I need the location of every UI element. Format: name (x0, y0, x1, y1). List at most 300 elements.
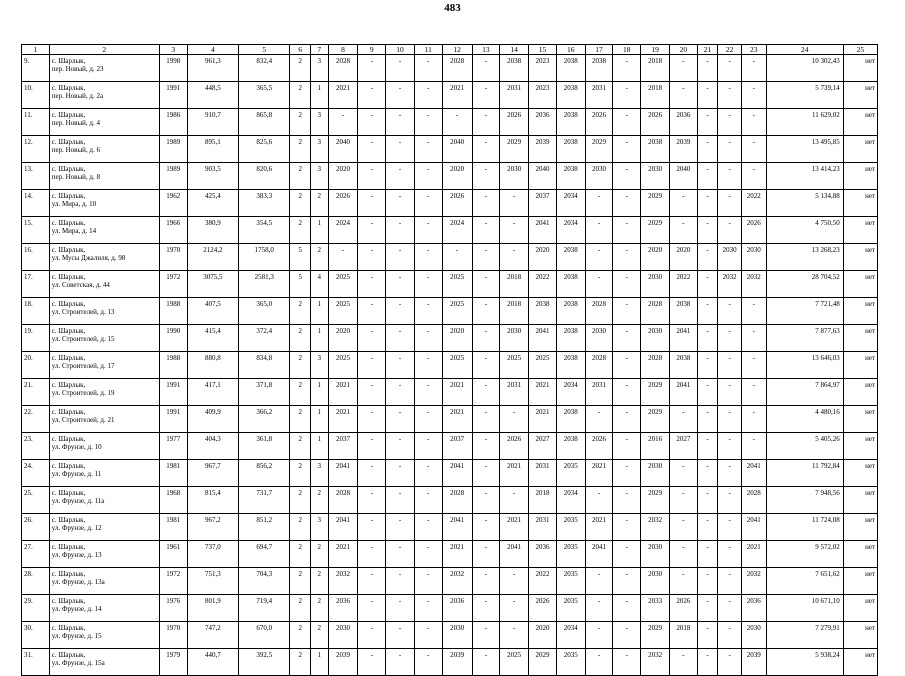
data-cell: - (414, 136, 442, 163)
row-number-cell: 18. (22, 298, 50, 325)
address-street: ул. Фрунзе, д. 11а (51, 497, 105, 505)
data-cell: 2029 (641, 487, 670, 514)
data-cell: - (697, 379, 718, 406)
address-settlement: с. Шарлык, (51, 300, 86, 308)
data-cell: 1991 (159, 406, 187, 433)
data-cell: - (613, 163, 641, 190)
flag-cell: нет (843, 55, 877, 82)
data-cell: 1 (311, 649, 328, 676)
data-cell: 2030 (641, 541, 670, 568)
address-cell (49, 352, 159, 379)
data-cell: 834,8 (239, 352, 290, 379)
data-cell: - (414, 379, 442, 406)
data-cell: - (386, 541, 415, 568)
data-cell: - (358, 379, 386, 406)
column-number-cell: 4 (187, 45, 238, 55)
data-cell: - (472, 325, 500, 352)
data-cell: 1989 (159, 163, 187, 190)
data-cell: - (718, 136, 742, 163)
data-cell: - (585, 622, 613, 649)
table-row (22, 244, 878, 271)
data-cell: - (718, 82, 742, 109)
column-number-cell: 23 (741, 45, 766, 55)
data-cell: 2028 (442, 55, 472, 82)
data-cell: 2026 (741, 217, 766, 244)
data-cell: - (414, 82, 442, 109)
address-street: ул. Фрунзе, д. 15 (51, 632, 102, 640)
data-cell: 2016 (641, 433, 670, 460)
data-cell: - (358, 325, 386, 352)
data-cell: 2021 (585, 460, 613, 487)
data-cell: 2026 (585, 109, 613, 136)
data-cell: - (613, 622, 641, 649)
flag-cell: нет (843, 244, 877, 271)
data-cell: 832,4 (239, 55, 290, 82)
data-cell: 2028 (585, 298, 613, 325)
data-cell: 865,8 (239, 109, 290, 136)
data-cell: 2036 (529, 109, 557, 136)
data-cell: - (500, 190, 529, 217)
address-street: ул. Фрунзе, д. 11 (51, 470, 102, 478)
data-cell: - (358, 595, 386, 622)
data-cell: 365,0 (239, 298, 290, 325)
data-cell: - (386, 622, 415, 649)
data-cell: 2021 (328, 406, 358, 433)
data-cell: 2020 (529, 244, 557, 271)
data-cell: - (613, 190, 641, 217)
data-cell: - (718, 190, 742, 217)
address-settlement: с. Шарлык, (51, 408, 86, 416)
data-cell: 737,0 (187, 541, 238, 568)
address-settlement: с. Шарлык, (51, 138, 86, 146)
data-cell: - (386, 298, 415, 325)
data-cell: 2021 (442, 406, 472, 433)
data-cell: 2036 (328, 595, 358, 622)
data-cell: - (472, 298, 500, 325)
data-cell: 2038 (556, 163, 585, 190)
data-cell: 2 (290, 433, 311, 460)
data-cell: 1977 (159, 433, 187, 460)
address-cell (49, 595, 159, 622)
data-cell: 2020 (529, 622, 557, 649)
row-number-cell: 27. (22, 541, 50, 568)
row-number-cell: 15. (22, 217, 50, 244)
data-cell: - (741, 433, 766, 460)
data-cell: - (718, 595, 742, 622)
data-cell: 2037 (529, 190, 557, 217)
data-cell: - (386, 217, 415, 244)
data-cell: - (613, 541, 641, 568)
data-cell: 2025 (442, 298, 472, 325)
flag-cell: нет (843, 595, 877, 622)
data-cell: - (414, 595, 442, 622)
data-cell: 2038 (556, 55, 585, 82)
data-cell: - (718, 217, 742, 244)
data-cell: 2 (290, 325, 311, 352)
data-cell: 2021 (500, 514, 529, 541)
data-cell: 2 (311, 568, 328, 595)
flag-cell: нет (843, 541, 877, 568)
data-cell: 2021 (529, 406, 557, 433)
data-cell: 1 (311, 433, 328, 460)
table-row (22, 649, 878, 676)
table-row (22, 568, 878, 595)
amount-cell: 7 651,62 (766, 568, 843, 595)
data-cell: 2023 (529, 55, 557, 82)
column-number-cell: 15 (529, 45, 557, 55)
data-cell: 2026 (585, 433, 613, 460)
table-row (22, 541, 878, 568)
flag-cell: нет (843, 649, 877, 676)
data-cell: 2 (290, 541, 311, 568)
address-street: ул. Строителей, д. 13 (51, 308, 115, 316)
data-cell: 2 (290, 622, 311, 649)
data-cell: - (741, 163, 766, 190)
address-settlement: с. Шарлык, (51, 597, 86, 605)
address-settlement: с. Шарлык, (51, 570, 86, 578)
data-cell: - (386, 136, 415, 163)
table-row (22, 136, 878, 163)
data-cell: 2038 (585, 55, 613, 82)
data-cell: 2 (290, 55, 311, 82)
data-cell: 670,0 (239, 622, 290, 649)
data-cell: - (697, 190, 718, 217)
data-cell: 365,5 (239, 82, 290, 109)
data-cell: - (472, 217, 500, 244)
data-cell: 2 (290, 217, 311, 244)
column-number-cell: 19 (641, 45, 670, 55)
data-cell: - (585, 595, 613, 622)
data-cell: - (358, 244, 386, 271)
data-cell: 2038 (556, 406, 585, 433)
data-cell: - (386, 514, 415, 541)
data-cell: - (613, 244, 641, 271)
data-cell: 2024 (442, 217, 472, 244)
row-number-cell: 13. (22, 163, 50, 190)
data-cell: 2038 (556, 325, 585, 352)
address-settlement: с. Шарлык, (51, 381, 86, 389)
data-cell: 2022 (529, 271, 557, 298)
data-cell: 1 (311, 379, 328, 406)
data-cell: 1989 (159, 136, 187, 163)
data-cell: 2026 (328, 190, 358, 217)
data-cell: - (718, 460, 742, 487)
data-cell: - (613, 406, 641, 433)
data-cell: 2 (311, 190, 328, 217)
data-cell: 2028 (641, 298, 670, 325)
data-cell: 2124,2 (187, 244, 238, 271)
data-cell: 2030 (500, 325, 529, 352)
address-cell (49, 568, 159, 595)
data-cell: 2035 (556, 514, 585, 541)
address-cell (49, 109, 159, 136)
data-cell: 2041 (585, 541, 613, 568)
data-cell: 2032 (741, 271, 766, 298)
flag-cell: нет (843, 136, 877, 163)
data-cell: 448,5 (187, 82, 238, 109)
data-cell: 2 (290, 379, 311, 406)
address-street: ул. Строителей, д. 17 (51, 362, 115, 370)
data-cell: - (697, 136, 718, 163)
data-cell: 2031 (585, 379, 613, 406)
amount-cell: 9 572,02 (766, 541, 843, 568)
data-cell: - (669, 190, 697, 217)
data-cell: 2031 (585, 82, 613, 109)
data-cell: 2029 (529, 649, 557, 676)
data-cell: - (741, 352, 766, 379)
data-cell: - (358, 622, 386, 649)
column-number-cell: 12 (442, 45, 472, 55)
address-settlement: с. Шарлык, (51, 327, 86, 335)
data-cell: - (414, 460, 442, 487)
data-cell: 1966 (159, 217, 187, 244)
data-cell: - (585, 406, 613, 433)
data-cell: - (718, 352, 742, 379)
data-cell: 2030 (500, 163, 529, 190)
data-cell: 1976 (159, 595, 187, 622)
data-cell: - (414, 433, 442, 460)
data-cell: - (741, 325, 766, 352)
table-row (22, 406, 878, 433)
address-street: ул. Строителей, д. 15 (51, 335, 115, 343)
address-settlement: с. Шарлык, (51, 462, 86, 470)
data-cell: - (718, 487, 742, 514)
data-cell: - (386, 271, 415, 298)
data-cell: - (386, 487, 415, 514)
data-cell: 415,4 (187, 325, 238, 352)
data-cell: 1758,0 (239, 244, 290, 271)
data-cell: 2030 (585, 163, 613, 190)
data-cell: - (442, 109, 472, 136)
data-cell: - (585, 487, 613, 514)
amount-cell: 5 134,88 (766, 190, 843, 217)
address-settlement: с. Шарлык, (51, 624, 86, 632)
header-row (22, 45, 878, 55)
data-cell: - (697, 82, 718, 109)
data-cell: - (414, 649, 442, 676)
data-cell: 366,2 (239, 406, 290, 433)
data-cell: 3075,5 (187, 271, 238, 298)
data-cell: 2020 (328, 325, 358, 352)
flag-cell: нет (843, 271, 877, 298)
data-cell: - (328, 244, 358, 271)
data-cell: - (613, 109, 641, 136)
data-cell: 1988 (159, 298, 187, 325)
data-cell: 2 (290, 406, 311, 433)
row-number-cell: 16. (22, 244, 50, 271)
data-cell: 2026 (641, 109, 670, 136)
data-cell: 2041 (328, 460, 358, 487)
column-number-cell: 10 (386, 45, 415, 55)
data-cell: 2026 (669, 595, 697, 622)
data-cell: - (697, 433, 718, 460)
data-cell: - (500, 595, 529, 622)
data-cell: 1972 (159, 271, 187, 298)
table-row (22, 271, 878, 298)
data-cell: 751,3 (187, 568, 238, 595)
data-cell: - (414, 244, 442, 271)
data-cell: - (585, 271, 613, 298)
data-cell: 2026 (529, 595, 557, 622)
data-cell: - (472, 622, 500, 649)
flag-cell: нет (843, 568, 877, 595)
data-cell: - (472, 406, 500, 433)
data-cell: - (741, 82, 766, 109)
data-cell: - (697, 271, 718, 298)
data-cell: 2 (290, 460, 311, 487)
data-cell: - (718, 514, 742, 541)
data-cell: 2031 (529, 460, 557, 487)
table-row (22, 190, 878, 217)
data-cell: - (613, 460, 641, 487)
address-street: пер. Новый, д. 23 (51, 65, 104, 73)
address-street: ул. Мусы Джалиля, д. 98 (51, 254, 126, 262)
data-cell: 2038 (556, 298, 585, 325)
data-cell: 2 (290, 136, 311, 163)
data-cell: 967,7 (187, 460, 238, 487)
flag-cell: нет (843, 190, 877, 217)
data-cell: 1961 (159, 541, 187, 568)
data-cell: - (386, 433, 415, 460)
data-cell: 2 (290, 487, 311, 514)
data-cell: 2025 (328, 298, 358, 325)
data-cell: - (718, 298, 742, 325)
data-cell: 2038 (556, 136, 585, 163)
table-row (22, 55, 878, 82)
address-street: ул. Мира, д. 14 (51, 227, 97, 235)
data-cell: - (697, 460, 718, 487)
table-row (22, 217, 878, 244)
data-cell: 2041 (500, 541, 529, 568)
data-cell: 1968 (159, 487, 187, 514)
data-cell: 1962 (159, 190, 187, 217)
data-cell: 2038 (669, 352, 697, 379)
data-cell: 2021 (442, 541, 472, 568)
data-cell: - (358, 433, 386, 460)
row-number-cell: 10. (22, 82, 50, 109)
data-cell: - (741, 136, 766, 163)
table-row (22, 622, 878, 649)
table-row (22, 460, 878, 487)
data-cell: - (718, 568, 742, 595)
address-settlement: с. Шарлык, (51, 219, 86, 227)
data-cell: - (472, 460, 500, 487)
data-cell: 2036 (741, 595, 766, 622)
data-cell: - (386, 109, 415, 136)
data-cell: 2029 (641, 406, 670, 433)
table-row (22, 433, 878, 460)
data-cell: - (718, 649, 742, 676)
data-cell: 2021 (442, 82, 472, 109)
data-cell: 1981 (159, 460, 187, 487)
amount-cell: 11 792,84 (766, 460, 843, 487)
address-cell (49, 379, 159, 406)
flag-cell: нет (843, 163, 877, 190)
address-cell (49, 325, 159, 352)
data-cell: - (741, 298, 766, 325)
data-cell: 1972 (159, 568, 187, 595)
row-number-cell: 19. (22, 325, 50, 352)
data-cell: 2 (290, 595, 311, 622)
data-cell: 747,2 (187, 622, 238, 649)
amount-cell: 11 629,02 (766, 109, 843, 136)
data-cell: 2021 (442, 379, 472, 406)
data-cell: - (472, 109, 500, 136)
data-cell: - (613, 325, 641, 352)
data-cell: - (414, 514, 442, 541)
data-cell: 2018 (500, 271, 529, 298)
data-cell: 1 (311, 325, 328, 352)
data-cell: - (718, 622, 742, 649)
data-cell: 2041 (328, 514, 358, 541)
data-cell: - (613, 595, 641, 622)
data-cell: - (669, 55, 697, 82)
data-cell: - (414, 217, 442, 244)
data-cell: 2 (290, 568, 311, 595)
amount-cell: 7 948,56 (766, 487, 843, 514)
amount-cell: 13 414,23 (766, 163, 843, 190)
address-cell (49, 622, 159, 649)
amount-cell: 4 750,50 (766, 217, 843, 244)
address-cell (49, 217, 159, 244)
data-cell: 2021 (328, 541, 358, 568)
row-number-cell: 24. (22, 460, 50, 487)
data-cell: 3 (311, 136, 328, 163)
address-cell (49, 136, 159, 163)
data-cell: 2030 (641, 568, 670, 595)
data-cell: 2022 (669, 271, 697, 298)
data-cell: 2028 (585, 352, 613, 379)
data-cell: 2018 (500, 298, 529, 325)
address-settlement: с. Шарлык, (51, 246, 86, 254)
data-cell: 2035 (556, 649, 585, 676)
data-cell: - (386, 568, 415, 595)
data-cell: 2 (290, 352, 311, 379)
data-cell: 2018 (529, 487, 557, 514)
data-cell: 2026 (500, 109, 529, 136)
data-cell: - (358, 109, 386, 136)
data-cell: 2020 (442, 325, 472, 352)
data-cell: 895,1 (187, 136, 238, 163)
data-cell: - (358, 136, 386, 163)
data-cell: - (358, 82, 386, 109)
data-cell: 2040 (669, 163, 697, 190)
amount-cell: 5 938,24 (766, 649, 843, 676)
data-cell: 2 (290, 82, 311, 109)
data-cell: - (669, 568, 697, 595)
data-cell: 2040 (328, 136, 358, 163)
data-cell: 2030 (641, 163, 670, 190)
row-number-cell: 30. (22, 622, 50, 649)
data-cell: 2030 (442, 622, 472, 649)
data-cell: - (472, 568, 500, 595)
data-cell: - (697, 163, 718, 190)
data-cell: 2038 (556, 271, 585, 298)
table-row (22, 325, 878, 352)
data-cell: 5 (290, 244, 311, 271)
column-number-cell: 17 (585, 45, 613, 55)
data-cell: - (414, 190, 442, 217)
address-street: ул. Фрунзе, д. 13 (51, 551, 102, 559)
data-cell: - (613, 514, 641, 541)
address-cell (49, 163, 159, 190)
data-cell: 2026 (500, 433, 529, 460)
data-cell: 2037 (328, 433, 358, 460)
data-cell: 2029 (641, 190, 670, 217)
address-cell (49, 55, 159, 82)
data-cell: 2 (311, 622, 328, 649)
data-cell: - (697, 109, 718, 136)
